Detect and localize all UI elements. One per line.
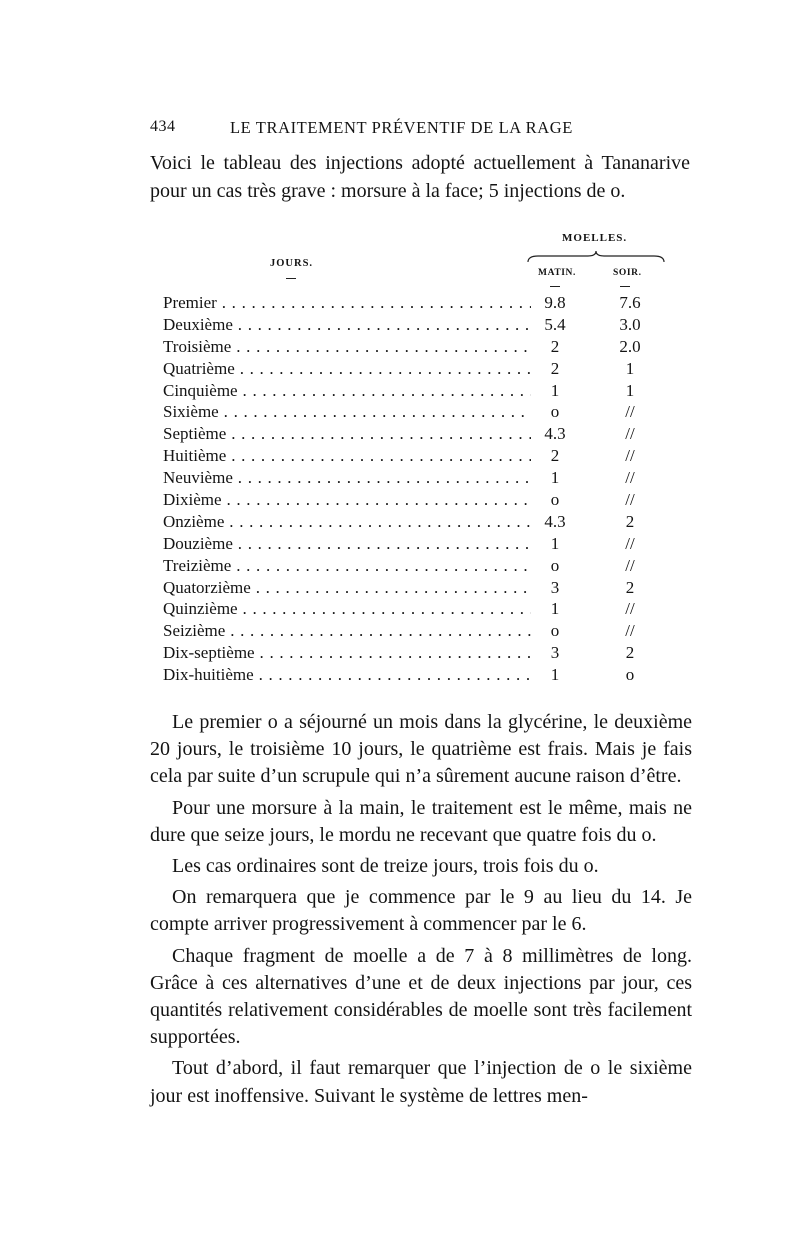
table-rows bbox=[163, 292, 683, 686]
soir-value: // bbox=[625, 621, 635, 641]
table-row bbox=[163, 380, 683, 402]
day-label: Dix-huitième . . . bbox=[163, 664, 531, 686]
day-label: Dix-septième . . . bbox=[163, 642, 531, 664]
day-label: Huitième . . . bbox=[163, 445, 531, 467]
day-label: Douzième . . . bbox=[163, 533, 531, 555]
table-row bbox=[163, 598, 683, 620]
soir-value: o bbox=[625, 665, 635, 685]
header-soir: SOIR. bbox=[613, 268, 642, 278]
matin-value: 2 bbox=[550, 336, 560, 356]
day-label: Seizième . . . bbox=[163, 620, 531, 642]
day-label: Troisième . . . bbox=[163, 336, 531, 358]
soir-value: 2.0 bbox=[619, 336, 641, 356]
day-label: Quinzième . . . bbox=[163, 598, 531, 620]
table-row bbox=[163, 336, 683, 358]
body-paragraph: Chaque fragment de moelle a de 7 à 8 millimètres de long. Grâce à ces alternatives d’une et de deux injections par jour, ces quantités relativement considérables de moelle sont très facilement supportées. bbox=[150, 944, 692, 1049]
day-label: Neuvième . . . bbox=[163, 467, 531, 489]
table-row bbox=[163, 401, 683, 423]
day-label: Treizième . . . bbox=[163, 555, 531, 577]
table-row bbox=[163, 292, 683, 314]
matin-value: 2 bbox=[550, 358, 560, 378]
running-title: LE TRAITEMENT PRÉVENTIF DE LA RAGE bbox=[230, 118, 573, 137]
soir-value: 2 bbox=[625, 577, 635, 597]
soir-value: 2 bbox=[625, 511, 635, 531]
body-paragraph: Pour une morsure à la main, le traitement est le même, mais ne dure que seize jours, le mordu ne recevant que quatre fois du o. bbox=[150, 796, 692, 846]
table-row bbox=[163, 314, 683, 336]
day-label: Dixième . . . bbox=[163, 489, 531, 511]
day-label: Septième . . . bbox=[163, 423, 531, 445]
soir-value: 3.0 bbox=[619, 314, 641, 334]
soir-value: // bbox=[625, 533, 635, 553]
body-paragraph: Le premier o a séjourné un mois dans la glycérine, le deuxième 20 jours, le troisième 10 jours, le quatrième est frais. Mais je fais cela par suite d’un scrupule qui n’a sûrement aucune raison d’être. bbox=[150, 711, 692, 788]
soir-value: // bbox=[625, 599, 635, 619]
table-row bbox=[163, 489, 683, 511]
matin-value: o bbox=[550, 490, 560, 510]
page-number: 434 bbox=[150, 118, 176, 135]
table-row bbox=[163, 445, 683, 467]
table-row bbox=[163, 533, 683, 555]
matin-dash bbox=[550, 286, 560, 287]
soir-value: // bbox=[625, 424, 635, 444]
matin-value: 4.3 bbox=[544, 511, 566, 531]
matin-value: o bbox=[550, 621, 560, 641]
matin-value: 1 bbox=[550, 599, 560, 619]
soir-value: // bbox=[625, 555, 635, 575]
table-row bbox=[163, 664, 683, 686]
running-header bbox=[150, 118, 686, 142]
matin-value: 1 bbox=[550, 665, 560, 685]
soir-value: 2 bbox=[625, 643, 635, 663]
soir-value: 7.6 bbox=[619, 293, 641, 312]
day-label: Cinquième . . . bbox=[163, 380, 531, 402]
matin-value: 4.3 bbox=[544, 424, 566, 444]
header-jours: JOURS. bbox=[270, 258, 314, 269]
day-label: Sixième . . . bbox=[163, 401, 531, 423]
jours-dash bbox=[286, 278, 296, 279]
intro-text: Voici le tableau des injections adopté actuellement à Tananarive pour un cas très grave : morsure à la face; 5 injections de o. bbox=[150, 152, 690, 202]
soir-value: // bbox=[625, 402, 635, 422]
day-label: Quatrième . . . bbox=[163, 358, 531, 380]
soir-value: 1 bbox=[625, 358, 635, 378]
matin-value: 1 bbox=[550, 380, 560, 400]
matin-value: o bbox=[550, 402, 560, 422]
soir-value: // bbox=[625, 490, 635, 510]
matin-value: 9.8 bbox=[544, 293, 566, 312]
table-row bbox=[163, 555, 683, 577]
table-row bbox=[163, 642, 683, 664]
day-label: Premier . . . bbox=[163, 292, 531, 314]
table-row bbox=[163, 467, 683, 489]
soir-value: // bbox=[625, 468, 635, 488]
table-row bbox=[163, 577, 683, 599]
day-label: Deuxième . . . bbox=[163, 314, 531, 336]
body-paragraph: Tout d’abord, il faut remarquer que l’injection de o le sixième jour est inoffensive. Suivant le système de lettres men- bbox=[150, 1057, 692, 1107]
matin-value: 2 bbox=[550, 446, 560, 466]
table-row bbox=[163, 358, 683, 380]
intro-paragraph bbox=[150, 150, 690, 205]
body-text bbox=[150, 709, 692, 1110]
soir-dash bbox=[620, 286, 630, 287]
matin-value: 3 bbox=[550, 643, 560, 663]
matin-value: 1 bbox=[550, 468, 560, 488]
soir-value: 1 bbox=[625, 380, 635, 400]
body-paragraph: On remarquera que je commence par le 9 au lieu du 14. Je compte arriver progressivement à commencer par le 6. bbox=[150, 886, 692, 936]
day-label: Onzième . . . bbox=[163, 511, 531, 533]
matin-value: 5.4 bbox=[544, 314, 566, 334]
soir-value: // bbox=[625, 446, 635, 466]
brace-icon bbox=[526, 250, 666, 264]
matin-value: 1 bbox=[550, 533, 560, 553]
injection-table bbox=[150, 228, 690, 688]
day-label: Quatorzième . . . bbox=[163, 577, 531, 599]
header-matin: MATIN. bbox=[538, 268, 576, 278]
table-row bbox=[163, 620, 683, 642]
header-moelles: MOELLES. bbox=[562, 232, 628, 244]
table-row bbox=[163, 511, 683, 533]
body-paragraph: Les cas ordinaires sont de treize jours, trois fois du o. bbox=[172, 855, 599, 878]
matin-value: 3 bbox=[550, 577, 560, 597]
table-row bbox=[163, 423, 683, 445]
matin-value: o bbox=[550, 555, 560, 575]
